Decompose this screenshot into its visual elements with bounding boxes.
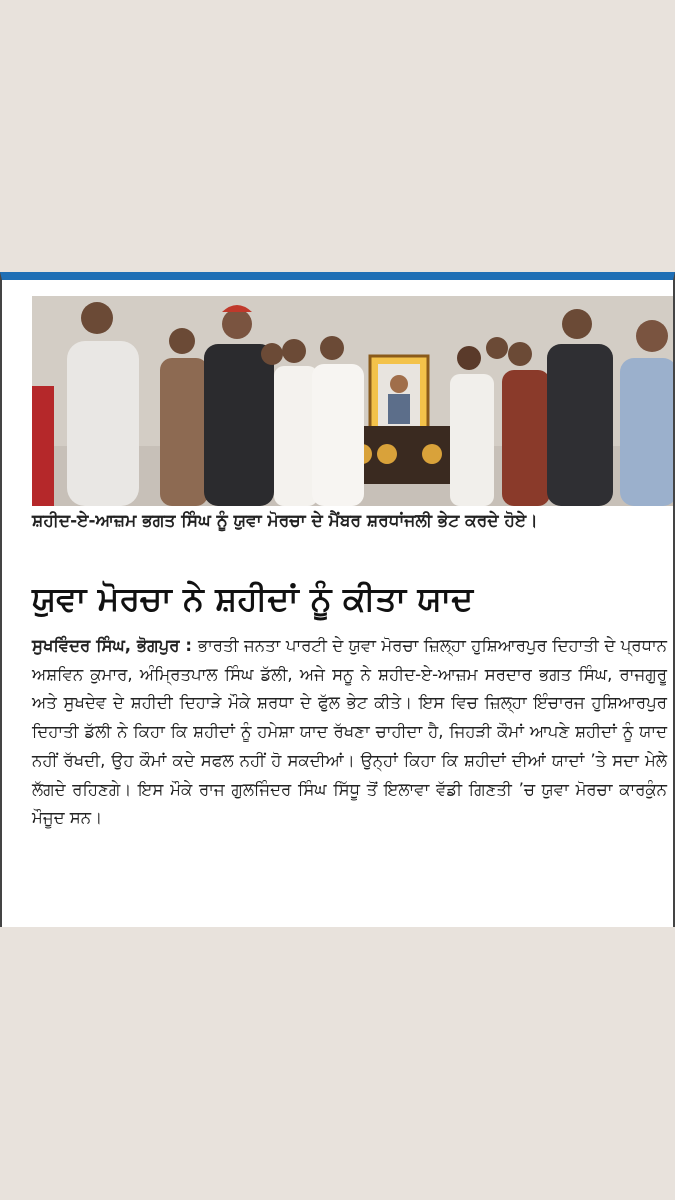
newspaper-clipping	[0, 272, 675, 927]
body-text: ਭਾਰਤੀ ਜਨਤਾ ਪਾਰਟੀ ਦੇ ਯੁਵਾ ਮੋਰਚਾ ਜ਼ਿਲ੍ਹਾ ਹੁਸ਼ਿਆਰਪੁਰ ਦਿਹਾਤੀ ਦੇ ਪ੍ਰਧਾਨ ਅਸ਼ਵਿਨ ਕੁਮਾਰ, ਅੰਮ੍ਰਿਤਪਾਲ ਸਿੰਘ ਡੱਲੀ, ਅਜੇ ਸਨੂ ਨੇ ਸ਼ਹੀਦ-ਏ-ਆਜ਼ਮ ਸਰਦਾਰ ਭਗਤ ਸਿੰਘ, ਰਾਜਗੁਰੂ ਅਤੇ ਸੁਖਦੇਵ ਦੇ ਸ਼ਹੀਦੀ ਦਿਹਾੜੇ ਮੌਕੇ ਸ਼ਰਧਾ ਦੇ ਫੁੱਲ ਭੇਟ ਕੀਤੇ। ਇਸ ਵਿਚ ਜ਼ਿਲ੍ਹਾ ਇੰਚਾਰਜ ਹੁਸ਼ਿਆਰਪੁਰ ਦਿਹਾਤੀ ਡੱਲੀ ਨੇ ਕਿਹਾ ਕਿ ਸ਼ਹੀਦਾਂ ਨੂੰ ਹਮੇਸ਼ਾ ਯਾਦ ਰੱਖਣਾ ਚਾਹੀਦਾ ਹੈ, ਜਿਹੜੀ ਕੌਮਾਂ ਆਪਣੇ ਸ਼ਹੀਦਾਂ ਨੂੰ ਯਾਦ ਨਹੀਂ ਰੱਖਦੀ, ਉਹ ਕੌਮਾਂ ਕਦੇ ਸਫਲ ਨਹੀਂ ਹੋ ਸਕਦੀਆਂ। ਉਨ੍ਹਾਂ ਕਿਹਾ ਕਿ ਸ਼ਹੀਦਾਂ ਦੀਆਂ ਯਾਦਾਂ ’ਤੇ ਸਦਾ ਮੇਲੇ ਲੱਗਦੇ ਰਹਿਣਗੇ। ਇਸ ਮੌਕੇ ਰਾਜ ਗੁਲਜਿੰਦਰ ਸਿੰਘ ਸਿੱਧੂ ਤੋਂ ਇਲਾਵਾ ਵੱਡੀ ਗਿਣਤੀ ’ਚ ਯੁਵਾ ਮੋਰਚਾ ਕਾਰਕੁੰਨ ਮੌਜੂਦ ਸਨ।	[32, 636, 667, 828]
group-photo-illustration	[32, 296, 675, 506]
byline: ਸੁਖਵਿੰਦਰ ਸਿੰਘ, ਭੋਗਪੁਰ :	[32, 636, 198, 655]
news-photo	[32, 296, 675, 506]
photo-caption: ਸ਼ਹੀਦ-ਏ-ਆਜ਼ਮ ਭਗਤ ਸਿੰਘ ਨੂੰ ਯੁਵਾ ਮੋਰਚਾ ਦੇ ਮੈਂਬਰ ਸ਼ਰਧਾਂਜਲੀ ਭੇਟ ਕਰਦੇ ਹੋਏ।	[32, 511, 538, 531]
article-body	[32, 632, 667, 833]
headline: ਯੁਵਾ ਮੋਰਚਾ ਨੇ ਸ਼ਹੀਦਾਂ ਨੂੰ ਕੀਤਾ ਯਾਦ	[32, 579, 474, 618]
